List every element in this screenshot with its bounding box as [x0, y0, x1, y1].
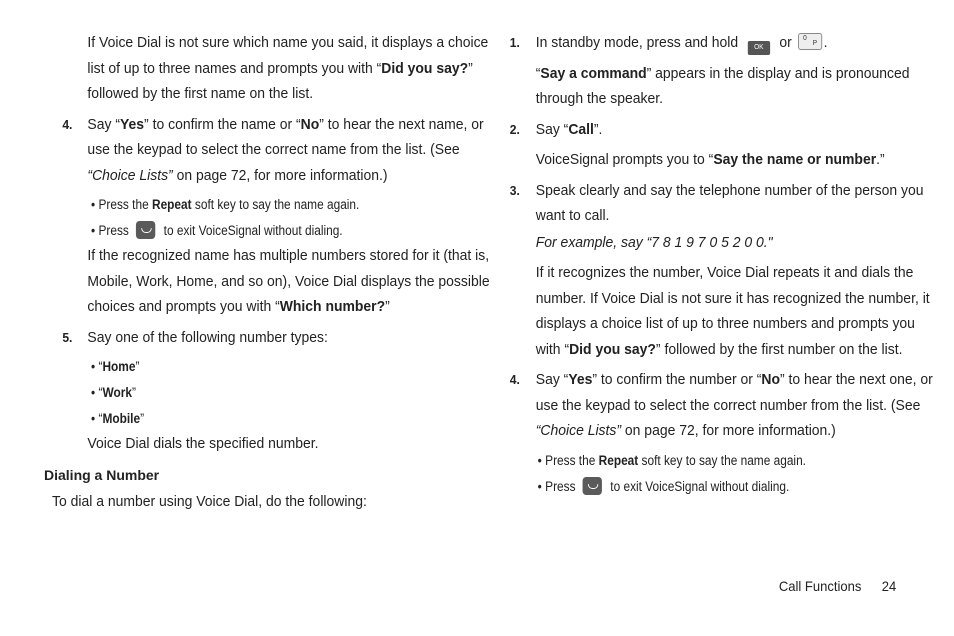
no-word: No	[300, 115, 320, 133]
left-column	[40, 30, 490, 514]
type-home	[40, 355, 509, 379]
text: on page 72, for more information.)	[621, 422, 836, 439]
text: • “	[91, 411, 103, 426]
text: • “	[91, 359, 103, 374]
footer-section: Call Functions	[778, 578, 862, 594]
end-key-bullet	[40, 219, 509, 243]
step-number: 3.	[509, 182, 520, 198]
text: ”	[385, 298, 390, 315]
did-you-say-prompt: Did you say?	[569, 340, 656, 358]
text: ”.	[593, 120, 603, 138]
choice-lists-link[interactable]: “Choice Lists”	[535, 422, 622, 439]
multiple-numbers-paragraph	[40, 243, 505, 320]
key-top-label: 0	[803, 35, 807, 42]
text: ” appears in the display and is pronounced through the speaker.	[535, 64, 910, 107]
text: Say “	[87, 115, 120, 133]
yes-word: Yes	[568, 371, 593, 388]
right-column	[506, 30, 933, 499]
step-5	[40, 325, 505, 351]
example-text	[506, 230, 934, 256]
example-number: For example, say “7 8 1 9 7 0 5 2 0 0."	[535, 233, 773, 251]
step-number: 1.	[509, 35, 520, 50]
repeat-word: Repeat	[598, 452, 639, 468]
step-4-left	[40, 112, 505, 189]
text: VoiceSignal prompts you to “	[535, 151, 714, 168]
step-2	[506, 117, 934, 143]
text: to exit VoiceSignal without dialing.	[160, 223, 343, 238]
dials-paragraph: Voice Dial dials the specified number.	[87, 435, 319, 452]
text: If it recognizes the number, Voice Dial repeats it and dials the number. If Voice Dial is not sure it has recognized the number, it displays a choice list of up to three numbers and prompts you with “	[535, 264, 930, 358]
end-key-icon	[136, 221, 155, 239]
step-number: 5.	[62, 329, 73, 345]
text: In standby mode, press and hold	[535, 34, 743, 51]
text: “	[535, 64, 541, 82]
text: .”	[876, 151, 885, 168]
step-number: 4.	[509, 372, 520, 387]
which-number-prompt: Which number?	[279, 298, 386, 315]
prompts-paragraph	[506, 147, 934, 173]
text: ” to hear the next one, or use the keypad to select the correct number from the list. (See	[535, 371, 933, 414]
type-work	[40, 381, 509, 405]
step-4-right	[506, 367, 934, 444]
ok-key-icon: OK	[748, 41, 770, 55]
step-number: 2.	[509, 121, 520, 137]
text: ” followed by the first number on the list.	[655, 340, 903, 358]
choice-lists-link[interactable]: “Choice Lists”	[87, 166, 173, 184]
step-3	[506, 178, 934, 229]
text: • “	[91, 385, 103, 400]
type-label: Mobile	[102, 411, 141, 426]
text: Speak clearly and say the telephone number of the person you want to call.	[535, 181, 924, 224]
say-command-paragraph	[506, 61, 934, 112]
end-key-bullet	[506, 475, 935, 499]
text: on page 72, for more information.)	[172, 166, 388, 184]
no-word: No	[761, 371, 781, 388]
say-a-command-prompt: Say a command	[540, 64, 647, 82]
repeat-bullet	[40, 193, 509, 217]
page-footer	[779, 578, 896, 594]
text: ” to hear the next name, or use the keypad to select the correct name from the list. (See	[87, 115, 484, 158]
key-bottom-label: P	[812, 40, 818, 47]
not-sure-paragraph	[40, 30, 505, 107]
text: to exit VoiceSignal without dialing.	[606, 478, 790, 494]
type-label: Home	[102, 359, 136, 374]
text: ”	[131, 385, 136, 400]
text: If Voice Dial is not sure which name you said, it displays a choice list of up to three names and prompts you with “	[87, 34, 489, 77]
text: If the recognized name has multiple numbers stored for it (that is, Mobile, Work, Home, and so on), Voice Dial displays the possible choices and prompts you with “	[87, 247, 490, 315]
recognize-paragraph	[506, 260, 934, 362]
text: or	[775, 34, 796, 51]
end-key-icon	[582, 477, 601, 495]
call-word: Call	[568, 120, 594, 138]
text: ”	[135, 359, 140, 374]
text: Say “	[535, 371, 569, 388]
text: Say one of the following number types:	[87, 328, 328, 346]
section-intro: To dial a number using Voice Dial, do the following:	[52, 492, 367, 510]
text: ” to confirm the name or “	[144, 115, 301, 133]
text: soft key to say the name again.	[638, 452, 806, 468]
text: • Press	[91, 223, 133, 238]
repeat-word: Repeat	[151, 197, 192, 212]
text: ” to confirm the number or “	[592, 371, 762, 388]
text: • Press the	[91, 197, 152, 212]
text: Say “	[535, 120, 569, 138]
text: ”	[140, 411, 145, 426]
type-mobile	[40, 407, 509, 431]
text: .	[823, 34, 828, 51]
step-number: 4.	[62, 116, 73, 132]
text: • Press	[537, 478, 579, 494]
did-you-say-prompt: Did you say?	[381, 59, 469, 77]
yes-word: Yes	[119, 115, 145, 133]
zero-p-key-icon	[798, 33, 822, 50]
section-heading: Dialing a Number	[44, 466, 160, 483]
text: • Press the	[537, 452, 599, 468]
type-label: Work	[102, 385, 132, 400]
text: soft key to say the name again.	[191, 197, 360, 212]
text: ” followed by the first name on the list.	[87, 59, 473, 102]
step-1	[506, 30, 934, 56]
page-number: 24	[881, 578, 896, 594]
say-name-or-number-prompt: Say the name or number	[713, 151, 877, 168]
repeat-bullet	[506, 449, 935, 473]
